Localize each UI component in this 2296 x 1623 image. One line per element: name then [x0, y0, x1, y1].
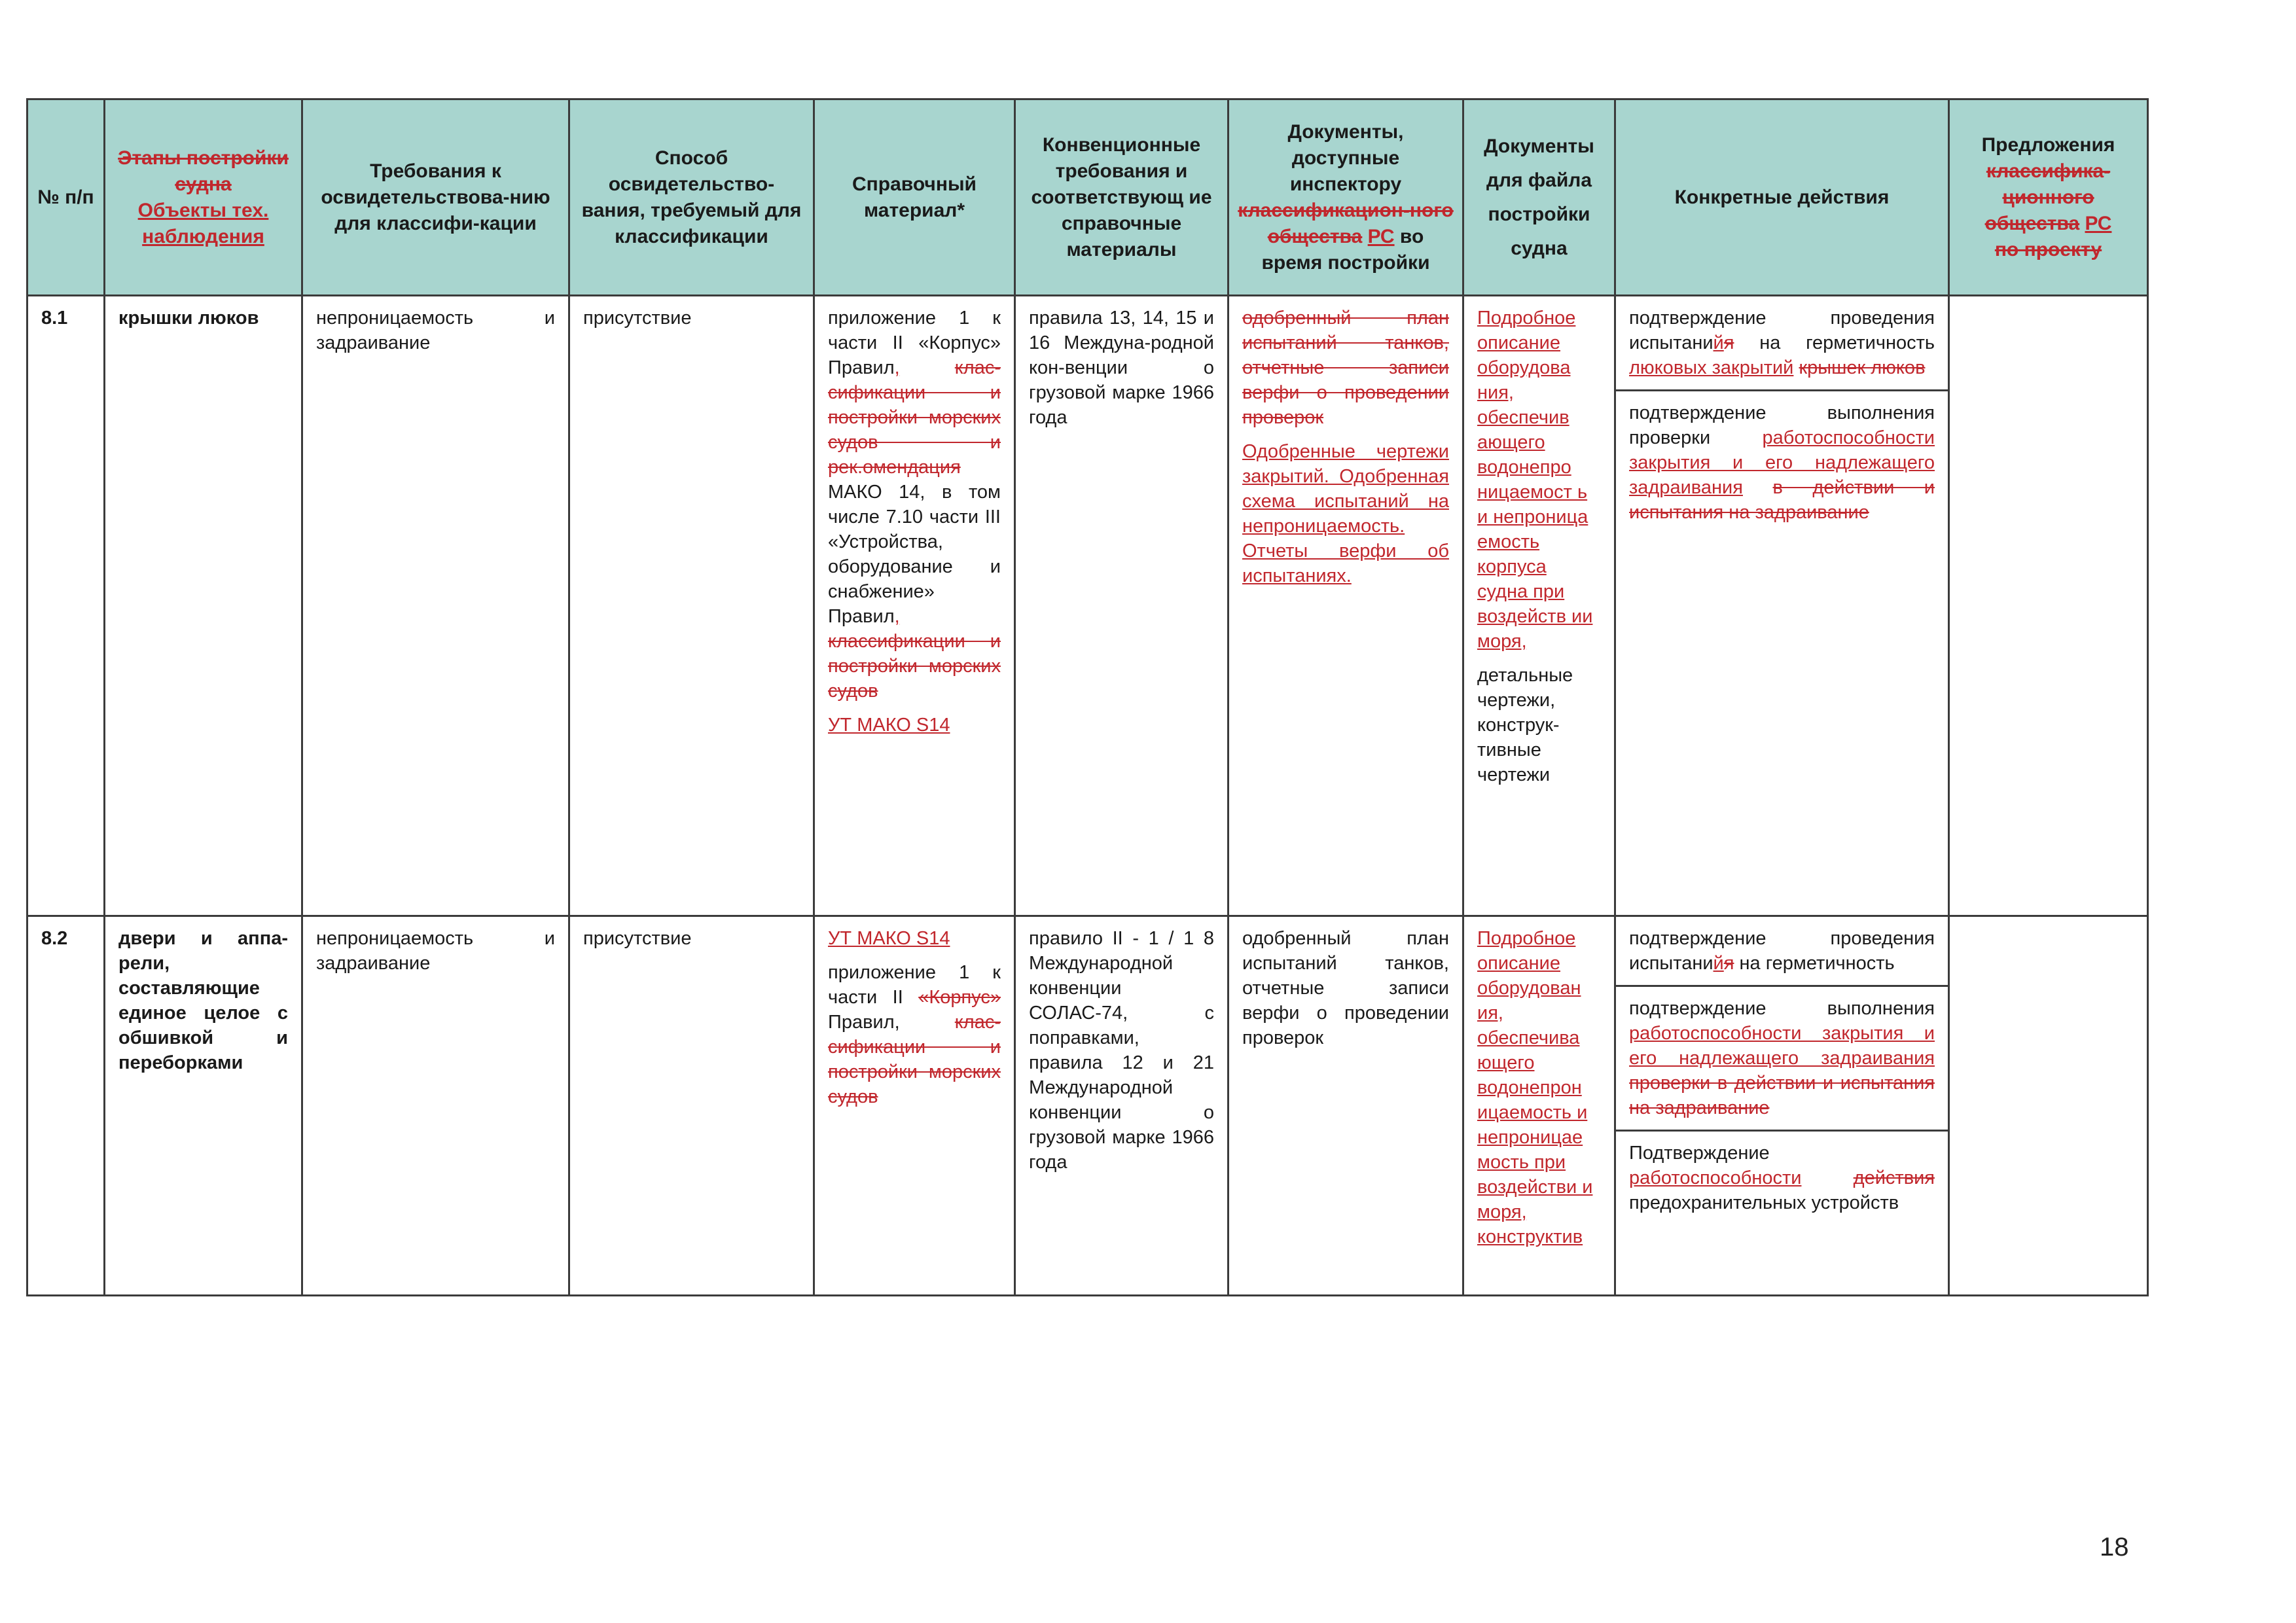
action-item: подтверждение выполнения проверки работоспособности закрытия и его надлежащего задраивания в действии и испытания на задраивание	[1629, 402, 1935, 523]
header-convention: Конвенционные требования и соответствующ ие справочные материалы	[1015, 99, 1229, 296]
row-reference: УТ МАКО S14 приложение 1 к части II «Корпус» Правил, клас-сификации и постройки морских судов	[814, 916, 1015, 1296]
header-stages-inserted: Объекты тех. наблюдения	[137, 199, 269, 247]
header-reference: Справочный материал*	[814, 99, 1015, 296]
row-docs-file: Подробное описание оборудова ния, обеспечив ающего водонепро ницаемост ь и непроница емость корпуса судна при воздейств ии моря, детальные чертежи, конструк-тивные чертежи	[1463, 296, 1615, 916]
reference-link: УТ МАКО S14	[828, 928, 950, 949]
header-num: № п/п	[27, 99, 105, 296]
header-proposals-inserted: РС	[2085, 212, 2112, 234]
action-item: подтверждение выполнения работоспособности закрытия и его надлежащего задраивания проверки в действии и испытания на задраивание	[1616, 987, 1948, 1132]
header-stages	[105, 99, 302, 296]
header-method: Способ освидетельство-вания, требуемый для классификации	[569, 99, 814, 296]
row-object: крышки люков	[105, 296, 302, 916]
action-item: Подтверждение работоспособности действия предохранительных устройств	[1629, 1143, 1935, 1213]
page-number: 18	[2100, 1533, 2129, 1561]
row-convention: правило II - 1 / 1 8 Международной конвенции СОЛАС-74, с поправками, правила 12 и 21 Международной конвенции о грузовой марке 1966 года	[1015, 916, 1229, 1296]
row-requirement: непроницаемость и задраивание	[302, 296, 569, 916]
row-object: двери и аппа-рели, составляющие единое целое с обшивкой и переборками	[105, 916, 302, 1296]
row-docs-inspector: одобренный план испытаний танков, отчетные записи верфи о проведении проверок	[1229, 916, 1463, 1296]
row-docs-inspector: одобренный план испытаний танков, отчетные записи верфи о проведении проверок Одобренные чертежи закрытий. Одобренная схема испытаний на непроницаемость. Отчеты верфи об испытаниях.	[1229, 296, 1463, 916]
header-proposals-struck: классифика-ционного общества	[1984, 160, 2111, 234]
row-convention: правила 13, 14, 15 и 16 Междуна-родной кон-венции о грузовой марке 1966 года	[1015, 296, 1229, 916]
action-item: подтверждение проведения испытанийя на герметичность	[1616, 917, 1948, 987]
row-proposals	[1949, 916, 2148, 1296]
header-docs-inspector: Документы, доступные инспектору классификацион-ного общества РС во время постройки	[1229, 99, 1463, 296]
row-number: 8.1	[27, 296, 105, 916]
row-actions	[1615, 296, 1949, 916]
row-method: присутствие	[569, 296, 814, 916]
row-docs-file: Подробное описание оборудован ия, обеспечива ющего водонепрон ицаемость и непроницае мость при воздействи и моря, конструктив	[1463, 916, 1615, 1296]
reference-link: УТ МАКО S14	[828, 715, 950, 736]
action-item: подтверждение проведения испытанийя на герметичность люковых закрытий крышек люков	[1616, 296, 1948, 391]
header-docs-inspector-struck: классификацион-ного общества	[1238, 199, 1454, 247]
row-actions	[1615, 916, 1949, 1296]
header-row	[27, 99, 2148, 296]
header-docs-inspector-inserted: РС	[1367, 225, 1395, 247]
header-stages-struck: Этапы постройки судна	[118, 147, 289, 195]
row-number: 8.2	[27, 916, 105, 1296]
header-requirements: Требования к освидетельствова-нию для классифи-кации	[302, 99, 569, 296]
header-actions: Конкретные действия	[1615, 99, 1949, 296]
row-proposals	[1949, 296, 2148, 916]
header-proposals: Предложения классифика-ционного общества РС по проекту	[1949, 99, 2148, 296]
row-requirement: непроницаемость и задраивание	[302, 916, 569, 1296]
table-row	[27, 296, 2148, 916]
row-reference: приложение 1 к части II «Корпус» Правил, клас-сификации и постройки морских судов и рек.омендация МАКО 14, в том числе 7.10 части III «Устройства, оборудование и снабжение» Правил, классификации и постройки морских судов УТ МАКО S14	[814, 296, 1015, 916]
survey-requirements-table	[26, 98, 2149, 1296]
row-method: присутствие	[569, 916, 814, 1296]
table-row	[27, 916, 2148, 1296]
header-docs-file: Документы для файла постройки судна	[1463, 99, 1615, 296]
